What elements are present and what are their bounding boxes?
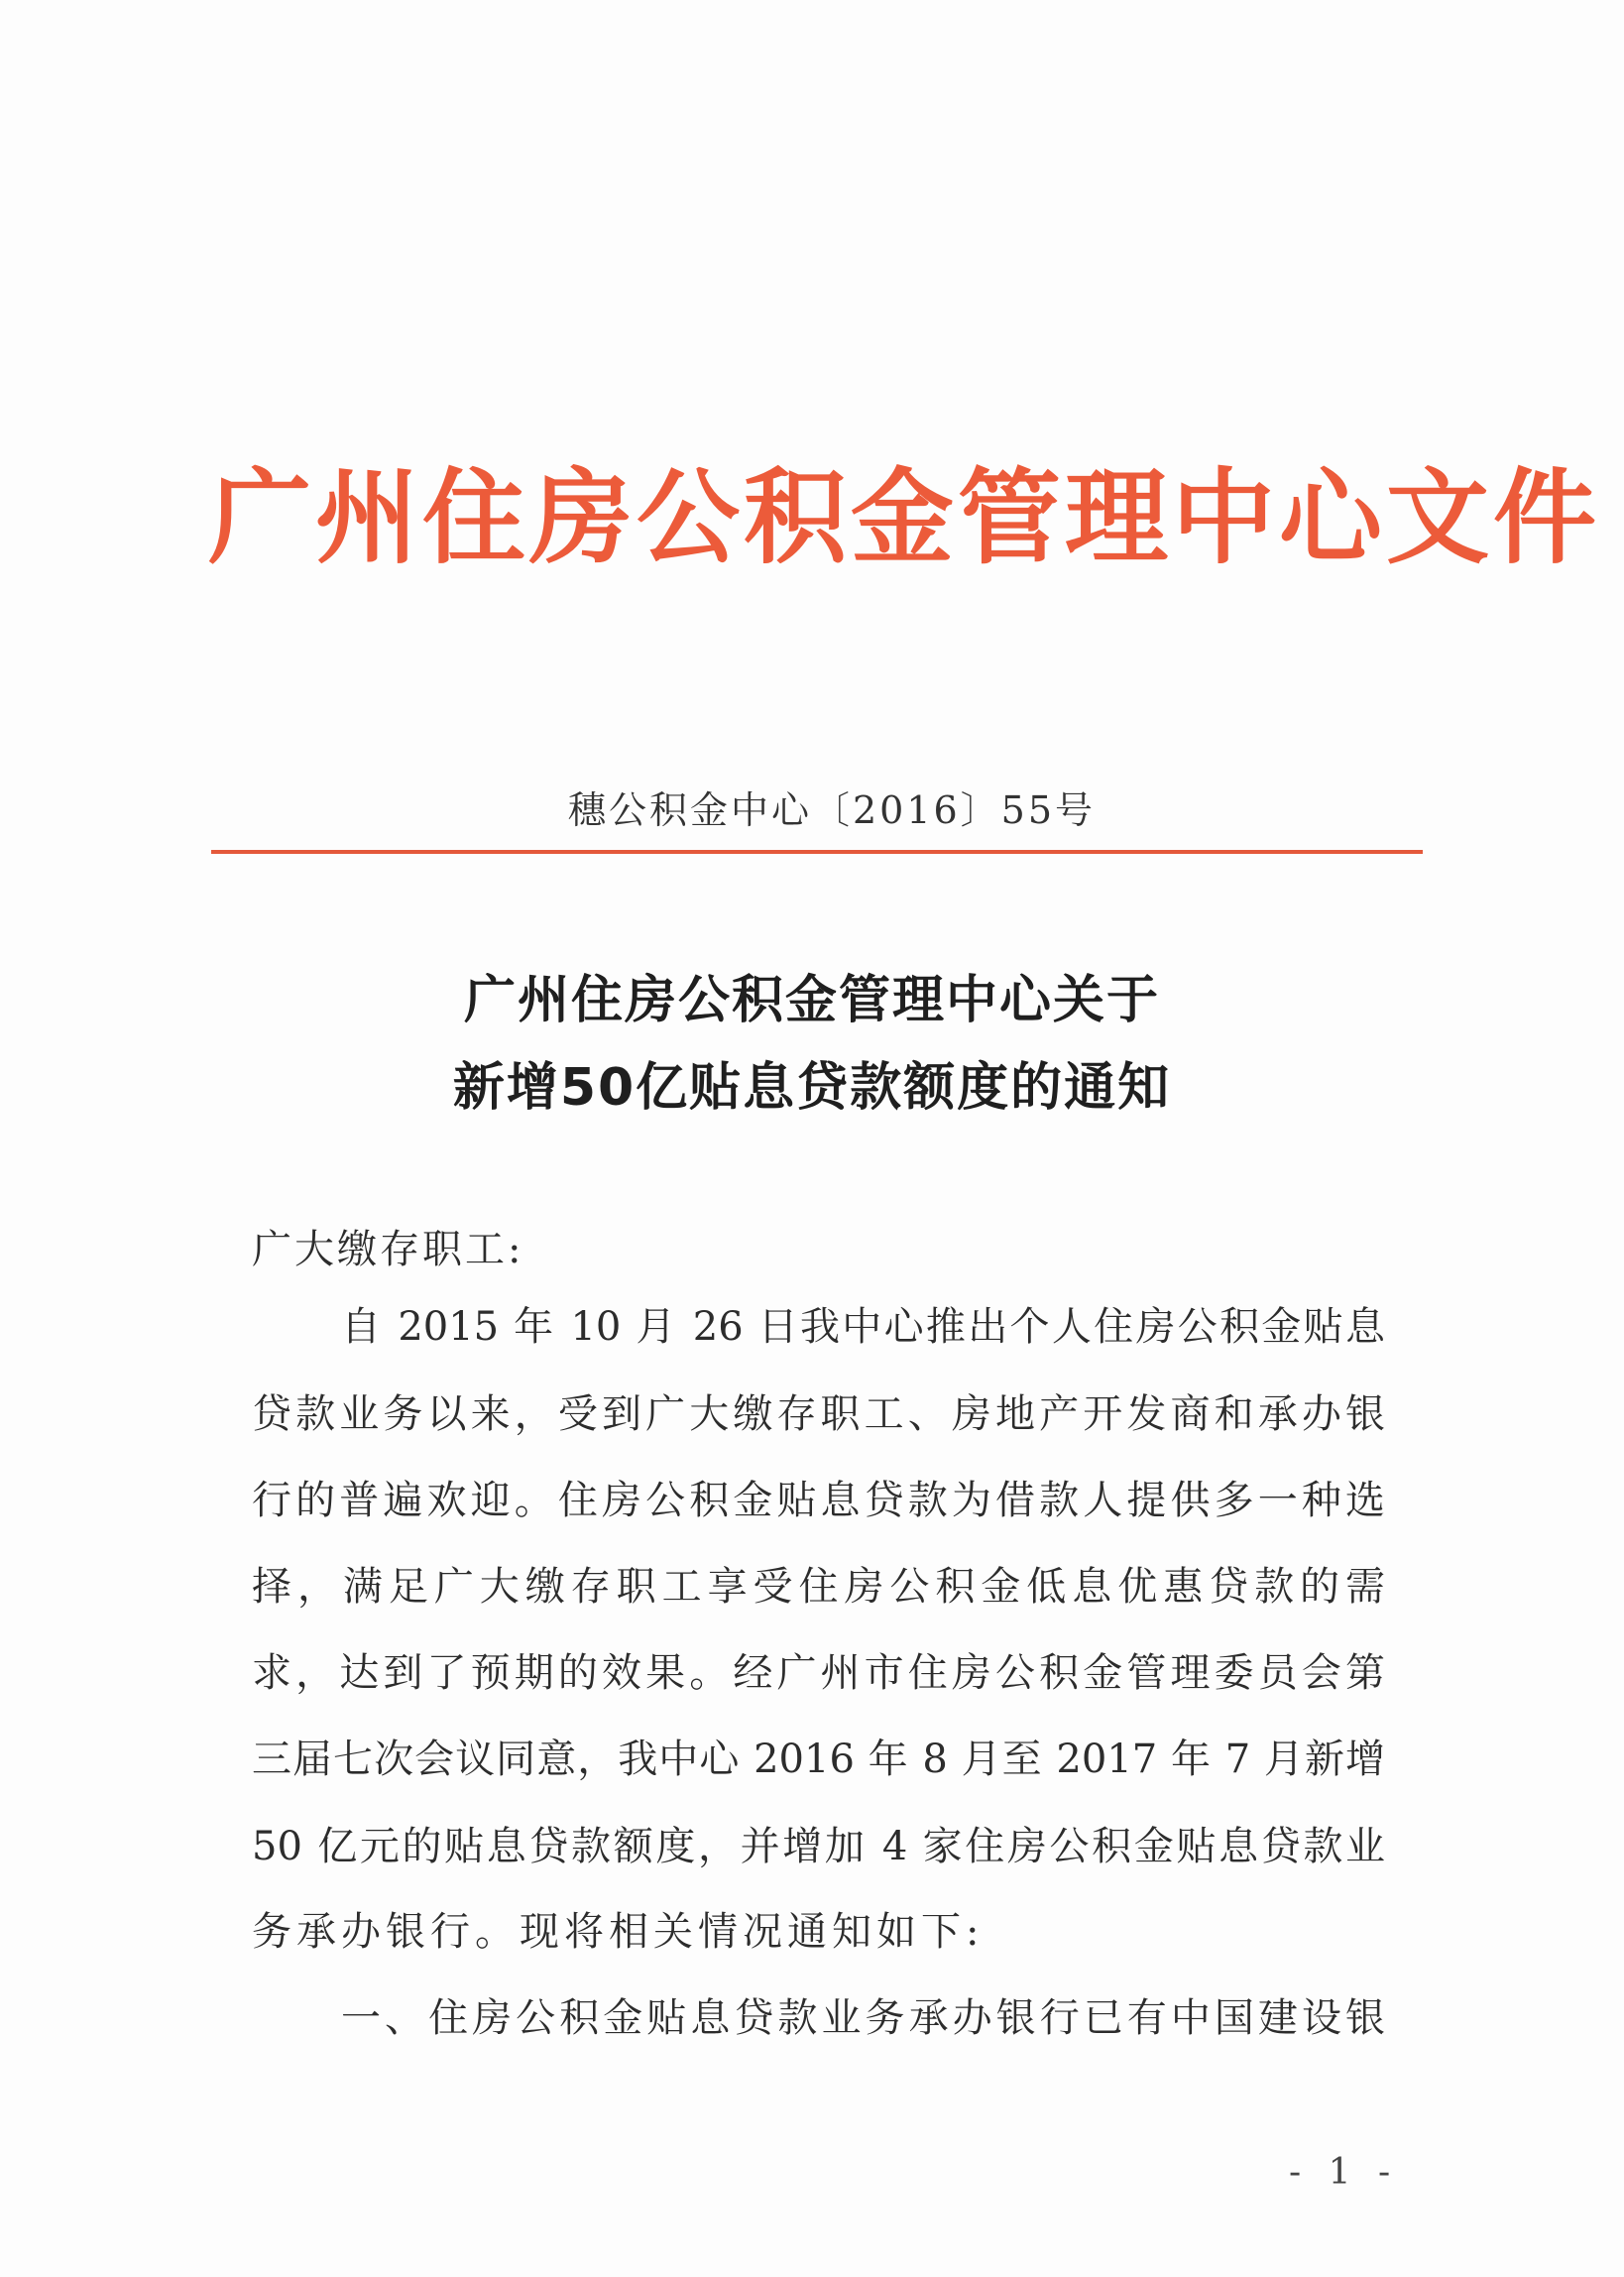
- page-number: - 1 -: [1289, 2152, 1399, 2193]
- body-line-3: 行的普遍欢迎。住房公积金贴息贷款为借款人提供多一种选: [252, 1478, 1385, 1523]
- document-number: 穗公积金中心〔2016〕55号: [567, 788, 1097, 832]
- notice-title-line-2: 新增50亿贴息贷款额度的通知: [452, 1058, 1172, 1118]
- body-line-1: 自 2015 年 10 月 26 日我中心推出个人住房公积金贴息: [341, 1304, 1385, 1350]
- body-line-8: 务承办银行。现将相关情况通知如下:: [252, 1909, 985, 1955]
- body-line-6: 三届七次会议同意，我中心 2016 年 8 月至 2017 年 7 月新增: [252, 1737, 1385, 1782]
- notice-title-line-1: 广州住房公积金管理中心关于: [463, 971, 1160, 1030]
- red-separator-line: [211, 850, 1423, 854]
- body-line-4: 择，满足广大缴存职工享受住房公积金低息优惠贷款的需: [252, 1564, 1385, 1610]
- body-line-5: 求，达到了预期的效果。经广州市住房公积金管理委员会第: [252, 1650, 1385, 1696]
- document-masthead: 广州住房公积金管理中心文件: [208, 457, 1601, 578]
- body-line-2: 贷款业务以来，受到广大缴存职工、房地产开发商和承办银: [252, 1391, 1385, 1437]
- body-line-7: 50 亿元的贴息贷款额度，并增加 4 家住房公积金贴息贷款业: [252, 1824, 1385, 1869]
- salutation: 广大缴存职工:: [252, 1227, 524, 1272]
- body-line-9: 一、住房公积金贴息贷款业务承办银行已有中国建设银: [341, 1995, 1385, 2041]
